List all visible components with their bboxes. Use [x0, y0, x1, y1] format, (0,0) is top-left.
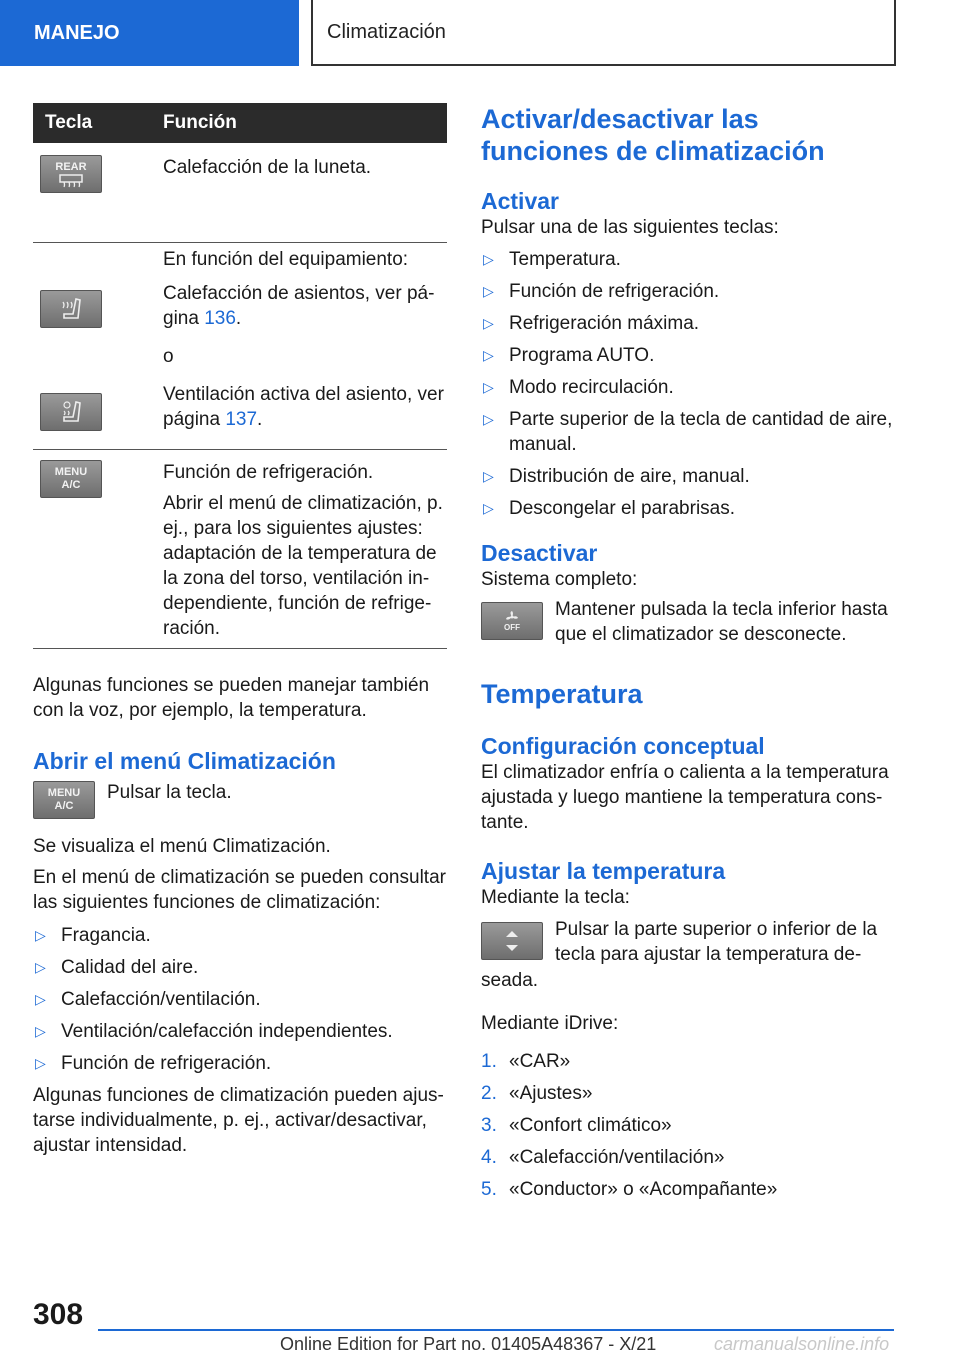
concept-text: El climatizador enfría o calienta a la temperatura ajustada y luego mantiene la temperatura cons-tante. [481, 762, 889, 833]
right-column [481, 103, 893, 1209]
activate-heading: Activar [481, 188, 559, 214]
deactivate-heading: Desactivar [481, 540, 598, 566]
cooling-function-text: Función de refrigeración. [163, 462, 374, 483]
list-item: ▷ Refrigeración máxima. [483, 313, 700, 334]
chapter-header [311, 0, 896, 66]
menu-ac-key: MENU A/C [40, 460, 102, 498]
list-item: 5. «Conductor» o «Acompañante» [481, 1179, 778, 1200]
activate-list [481, 247, 893, 521]
climate-off-key: OFF [481, 602, 543, 640]
triangle-bullet-icon: ▷ [35, 1023, 46, 1039]
footer-divider [98, 1329, 894, 1331]
triangle-bullet-icon: ▷ [483, 347, 494, 363]
triangle-bullet-icon: ▷ [35, 991, 46, 1007]
triangle-bullet-icon: ▷ [483, 379, 494, 395]
table-row [33, 243, 447, 450]
seat-vent-text: Ventilación activa del asiento, ver página 137. [163, 384, 444, 430]
list-item: ▷ Ventilación/calefacción independientes. [35, 1021, 393, 1042]
triangle-bullet-icon: ▷ [483, 315, 494, 331]
menu-shown-text: Se visualiza el menú Climatización. [33, 836, 331, 857]
seat-heating-icon [56, 296, 86, 322]
adjust-key-intro: Mediante la tecla: [481, 887, 630, 908]
list-item: ▷ Programa AUTO. [483, 345, 655, 366]
list-item: ▷ Función de refrigeración. [483, 281, 720, 302]
list-item: ▷ Descongelar el parabrisas. [483, 498, 736, 519]
page-link-136[interactable]: 136 [204, 308, 236, 329]
activate-deactivate-heading: Activar/desactivar las funciones de climatización [481, 104, 825, 166]
arrow-up-icon [505, 930, 519, 938]
chapter-title: Climatización [327, 20, 446, 43]
rear-defrost-text: Calefacción de la luneta. [163, 157, 372, 178]
triangle-bullet-icon: ▷ [35, 1055, 46, 1071]
page-number: 308 [33, 1298, 84, 1331]
menu-consult-text: En el menú de climatización se pueden consultar las siguientes funciones de climatización: [33, 867, 446, 913]
voice-note: Algunas funciones se pueden manejar también con la voz, por ejemplo, la temperatura. [33, 675, 430, 721]
list-item: 2. «Ajustes» [481, 1083, 593, 1104]
menu-functions-list [33, 923, 447, 1076]
list-item: 1. «CAR» [481, 1051, 571, 1072]
list-item: ▷ Modo recirculación. [483, 377, 674, 398]
press-key-text: Pulsar la tecla. [107, 782, 232, 803]
list-item: 3. «Confort climático» [481, 1115, 672, 1136]
seat-ventilation-icon [56, 399, 86, 425]
open-menu-heading: Abrir el menú Climatización [33, 748, 336, 774]
activate-intro: Pulsar una de las siguientes teclas: [481, 217, 779, 238]
temperature-rocker-key [481, 922, 543, 960]
triangle-bullet-icon: ▷ [483, 251, 494, 267]
seat-heating-text: Calefacción de asientos, ver pá-gina 136. [163, 283, 435, 329]
table-row [33, 143, 447, 243]
arrow-down-icon [505, 944, 519, 952]
idrive-intro: Mediante iDrive: [481, 1013, 619, 1034]
list-item: 4. «Calefacción/ventilación» [481, 1147, 725, 1168]
concept-heading: Configuración conceptual [481, 733, 765, 759]
deactivate-intro: Sistema completo: [481, 569, 638, 590]
list-item: ▷ Parte superior de la tecla de cantidad de aire, manual. [483, 409, 893, 455]
temperature-heading: Temperatura [481, 679, 643, 709]
deactivate-text: Mantener pulsada la tecla inferior hasta que el climatizador se desconecte. [555, 599, 888, 645]
watermark: carmanualsonline.info [710, 1334, 889, 1355]
edition-note: Online Edition for Part no. 01405A48367 - X/21 [280, 1334, 657, 1354]
table-row [33, 450, 447, 649]
triangle-bullet-icon: ▷ [483, 283, 494, 299]
idrive-steps [481, 1049, 893, 1202]
adjust-key-text: Pulsar la parte superior o inferior de la tecla para ajustar la temperatura de- [555, 919, 878, 965]
adjust-heading: Ajustar la temperatura [481, 858, 726, 884]
open-menu-text: Abrir el menú de climatización, p. ej., para los siguientes ajustes: adaptación de la temperatura de la zona del torso, ventilación in-dependiente, función de refrige-ración. [163, 493, 443, 639]
section-title: MANEJO [34, 21, 120, 44]
triangle-bullet-icon: ▷ [483, 500, 494, 516]
section-tab [0, 0, 299, 66]
equipment-note: En función del equipamiento: [163, 249, 409, 270]
list-item: ▷ Fragancia. [35, 925, 151, 946]
rear-defrost-icon [58, 174, 84, 188]
table-header [33, 103, 447, 143]
list-item: ▷ Distribución de aire, manual. [483, 466, 750, 487]
seat-heating-key [40, 290, 102, 328]
triangle-bullet-icon: ▷ [483, 468, 494, 484]
table-header-key: Tecla [45, 112, 93, 133]
left-column [33, 103, 447, 1158]
table-header-function: Función [163, 112, 237, 133]
list-item: ▷ Calidad del aire. [35, 957, 199, 978]
fan-icon [504, 611, 520, 623]
triangle-bullet-icon: ▷ [35, 959, 46, 975]
adjust-key-text-tail: seada. [481, 970, 539, 991]
list-item: ▷ Calefacción/ventilación. [35, 989, 261, 1010]
or-text: o [163, 346, 174, 367]
page-link-137[interactable]: 137 [225, 409, 258, 430]
individual-note: Algunas funciones de climatización pueden ajus-tarse individualmente, p. ej., activar/desactivar, ajustar intensidad. [33, 1085, 444, 1156]
list-item: ▷ Temperatura. [483, 249, 621, 270]
seat-ventilation-key [40, 393, 102, 431]
rear-defrost-key: REAR [40, 155, 102, 193]
menu-ac-key-inline: MENU A/C [33, 781, 95, 819]
list-item: ▷ Función de refrigeración. [35, 1053, 272, 1074]
triangle-bullet-icon: ▷ [35, 927, 46, 943]
triangle-bullet-icon: ▷ [483, 411, 494, 427]
